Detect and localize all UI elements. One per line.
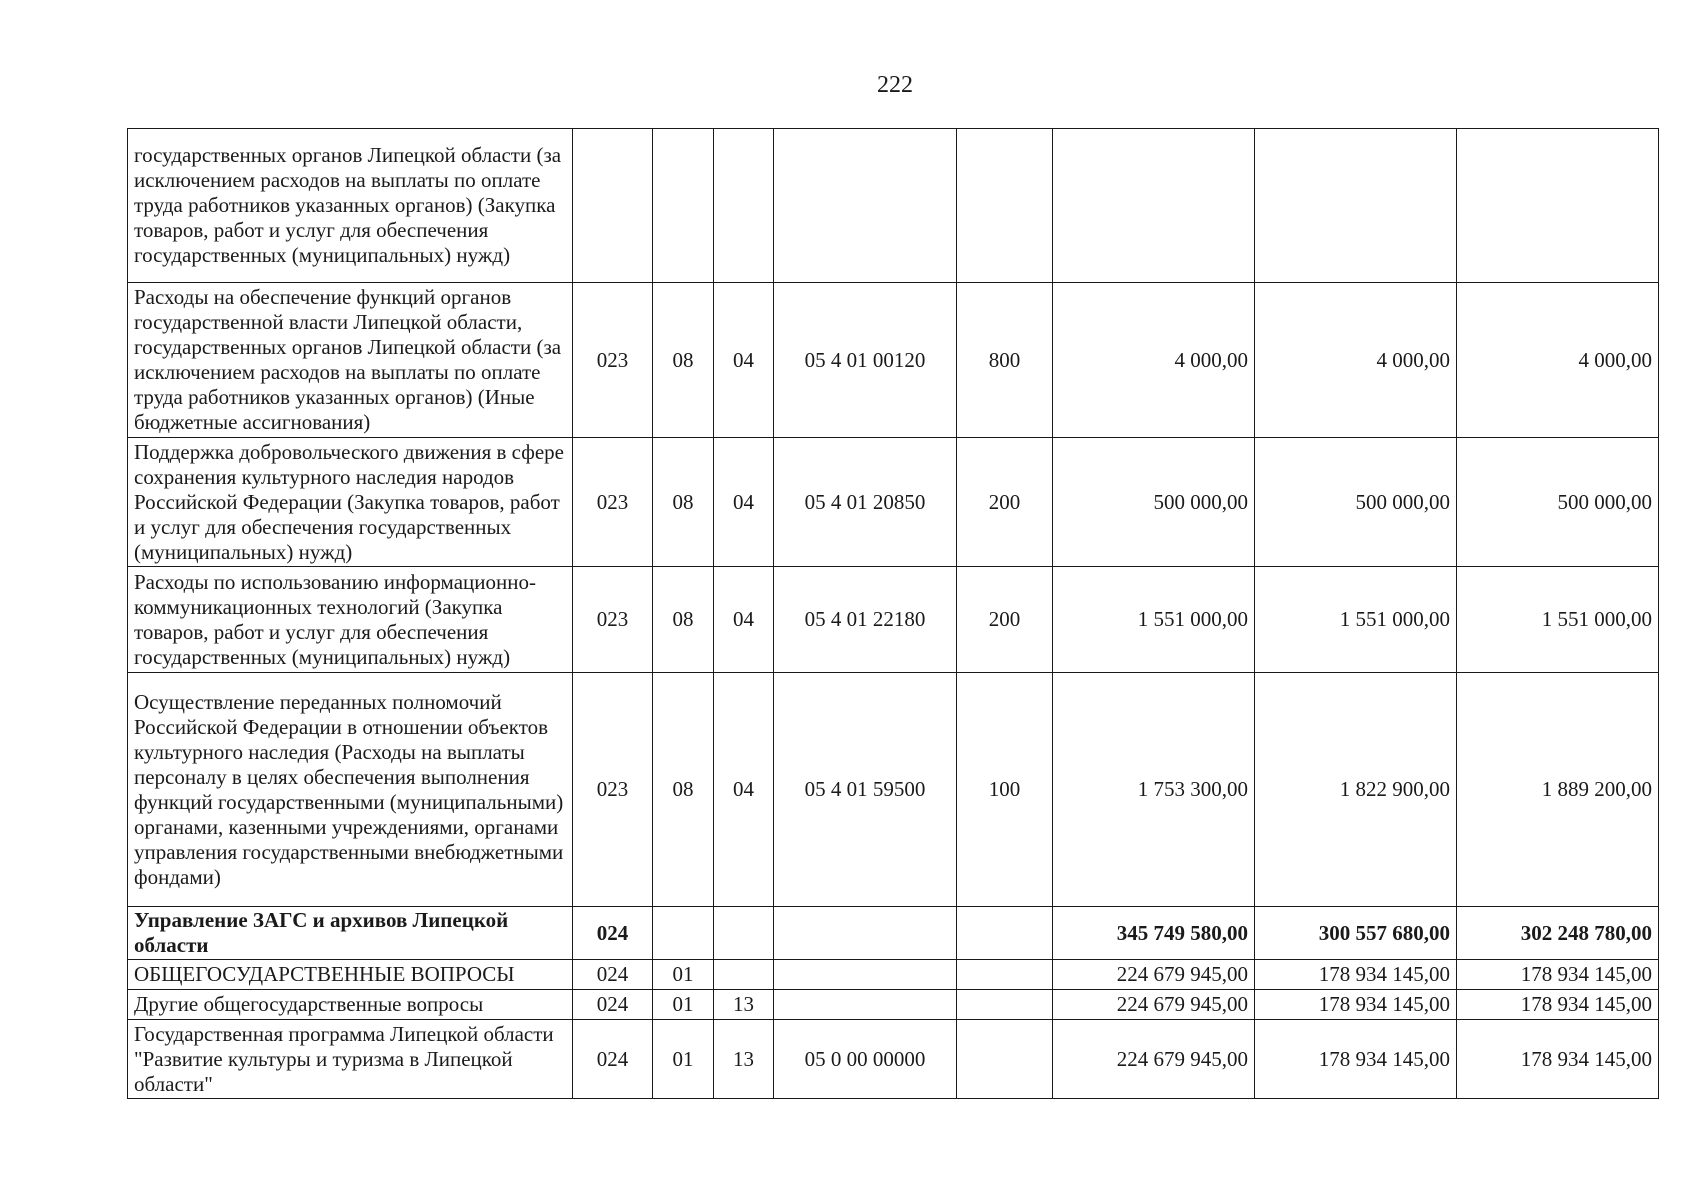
sum-year3-cell: 178 934 145,00 <box>1457 1020 1659 1099</box>
rz-cell: 08 <box>653 673 714 907</box>
csr-cell <box>774 907 957 960</box>
rz-cell: 01 <box>653 990 714 1020</box>
row-description: Государственная программа Липецкой области "Развитие культуры и туризма в Липецкой области" <box>128 1020 573 1099</box>
row-description: Поддержка добровольческого движения в сфере сохранения культурного наследия народов Российской Федерации (Закупка товаров, работ и услуг для обеспечения государственных (муниципальных) нужд) <box>128 438 573 567</box>
pr-cell: 04 <box>714 283 774 438</box>
table-row <box>128 283 1659 438</box>
table-row <box>128 438 1659 567</box>
row-description: Осуществление переданных полномочий Российской Федерации в отношении объектов культурного наследия (Расходы на выплаты персоналу в целях обеспечения выполнения функций государственными (муниципальными) органами, казенными учреждениями, органами управления государственными внебюджетными фондами) <box>128 673 573 907</box>
glava-cell: 024 <box>573 1020 653 1099</box>
csr-cell: 05 4 01 22180 <box>774 567 957 673</box>
sum-year1-cell <box>1053 129 1255 283</box>
sum-year3-cell: 1 551 000,00 <box>1457 567 1659 673</box>
pr-cell: 04 <box>714 438 774 567</box>
pr-cell: 13 <box>714 1020 774 1099</box>
sum-year1-cell: 4 000,00 <box>1053 283 1255 438</box>
csr-cell: 05 0 00 00000 <box>774 1020 957 1099</box>
pr-cell <box>714 129 774 283</box>
vr-cell: 200 <box>957 438 1053 567</box>
sum-year1-cell: 224 679 945,00 <box>1053 960 1255 990</box>
vr-cell: 800 <box>957 283 1053 438</box>
pr-cell <box>714 907 774 960</box>
sum-year3-cell: 500 000,00 <box>1457 438 1659 567</box>
table-row <box>128 673 1659 907</box>
sum-year1-cell: 224 679 945,00 <box>1053 990 1255 1020</box>
csr-cell <box>774 990 957 1020</box>
glava-cell <box>573 129 653 283</box>
vr-cell <box>957 1020 1053 1099</box>
vr-cell <box>957 907 1053 960</box>
sum-year1-cell: 1 551 000,00 <box>1053 567 1255 673</box>
table-row <box>128 960 1659 990</box>
rz-cell: 08 <box>653 283 714 438</box>
row-description: государственных органов Липецкой области (за исключением расходов на выплаты по оплате труда работников указанных органов) (Закупка товаров, работ и услуг для обеспечения государственных (муниципальных) нужд) <box>128 129 573 283</box>
vr-cell: 100 <box>957 673 1053 907</box>
sum-year3-cell: 302 248 780,00 <box>1457 907 1659 960</box>
sum-year3-cell <box>1457 129 1659 283</box>
glava-cell: 023 <box>573 438 653 567</box>
pr-cell: 04 <box>714 567 774 673</box>
glava-cell: 023 <box>573 673 653 907</box>
sum-year2-cell: 1 822 900,00 <box>1255 673 1457 907</box>
sum-year2-cell: 300 557 680,00 <box>1255 907 1457 960</box>
budget-table <box>127 128 1659 1099</box>
vr-cell <box>957 990 1053 1020</box>
table-row <box>128 1020 1659 1099</box>
sum-year1-cell: 1 753 300,00 <box>1053 673 1255 907</box>
sum-year3-cell: 4 000,00 <box>1457 283 1659 438</box>
rz-cell: 08 <box>653 567 714 673</box>
csr-cell: 05 4 01 59500 <box>774 673 957 907</box>
sum-year2-cell: 178 934 145,00 <box>1255 990 1457 1020</box>
sum-year2-cell: 178 934 145,00 <box>1255 1020 1457 1099</box>
rz-cell <box>653 129 714 283</box>
row-description: Управление ЗАГС и архивов Липецкой области <box>128 907 573 960</box>
row-description: Другие общегосударственные вопросы <box>128 990 573 1020</box>
vr-cell <box>957 129 1053 283</box>
rz-cell: 01 <box>653 960 714 990</box>
glava-cell: 023 <box>573 567 653 673</box>
sum-year1-cell: 345 749 580,00 <box>1053 907 1255 960</box>
glava-cell: 023 <box>573 283 653 438</box>
csr-cell: 05 4 01 00120 <box>774 283 957 438</box>
glava-cell: 024 <box>573 990 653 1020</box>
pr-cell: 13 <box>714 990 774 1020</box>
pr-cell <box>714 960 774 990</box>
vr-cell <box>957 960 1053 990</box>
vr-cell: 200 <box>957 567 1053 673</box>
sum-year3-cell: 178 934 145,00 <box>1457 960 1659 990</box>
csr-cell <box>774 960 957 990</box>
glava-cell: 024 <box>573 907 653 960</box>
rz-cell: 08 <box>653 438 714 567</box>
row-description: Расходы на обеспечение функций органов государственной власти Липецкой области, государственных органов Липецкой области (за исключением расходов на выплаты по оплате труда работников указанных органов) (Иные бюджетные ассигнования) <box>128 283 573 438</box>
rz-cell <box>653 907 714 960</box>
csr-cell: 05 4 01 20850 <box>774 438 957 567</box>
rz-cell: 01 <box>653 1020 714 1099</box>
table-row <box>128 129 1659 283</box>
table-row <box>128 907 1659 960</box>
sum-year2-cell: 4 000,00 <box>1255 283 1457 438</box>
sum-year1-cell: 500 000,00 <box>1053 438 1255 567</box>
sum-year1-cell: 224 679 945,00 <box>1053 1020 1255 1099</box>
sum-year2-cell: 500 000,00 <box>1255 438 1457 567</box>
row-description: Расходы по использованию информационно-коммуникационных технологий (Закупка товаров, работ и услуг для обеспечения государственных (муниципальных) нужд) <box>128 567 573 673</box>
sum-year3-cell: 178 934 145,00 <box>1457 990 1659 1020</box>
sum-year2-cell: 178 934 145,00 <box>1255 960 1457 990</box>
sum-year2-cell: 1 551 000,00 <box>1255 567 1457 673</box>
sum-year3-cell: 1 889 200,00 <box>1457 673 1659 907</box>
sum-year2-cell <box>1255 129 1457 283</box>
pr-cell: 04 <box>714 673 774 907</box>
csr-cell <box>774 129 957 283</box>
glava-cell: 024 <box>573 960 653 990</box>
table-row <box>128 990 1659 1020</box>
page-number: 222 <box>877 72 913 98</box>
row-description: ОБЩЕГОСУДАРСТВЕННЫЕ ВОПРОСЫ <box>128 960 573 990</box>
table-row <box>128 567 1659 673</box>
